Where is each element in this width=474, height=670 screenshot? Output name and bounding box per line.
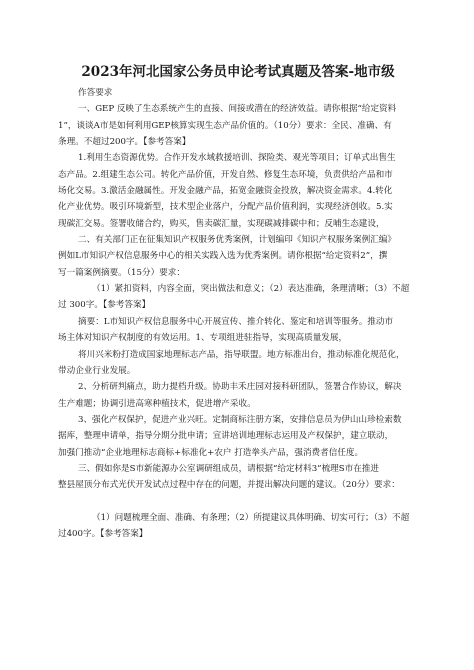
text-line: 一、GEP 反映了生态系统产生的直接、间接或潜在的经济效益。请你根据“给定资料	[78, 104, 397, 115]
text-line: 3、强化产权保护，促进产业兴旺。定制商标注册方案，安排信息员为伊山山珍检索数	[78, 414, 402, 425]
text-line: 场化交易。3.激活金融属性。开发金融产品，拓宽金融资金投放，解决资金需求。4.转化	[58, 186, 393, 197]
text-line: 化产业优势。吸引环境新型，技术型企业落户，分配产品价值利润，实现经济创收。5.实	[58, 202, 393, 213]
text-line: 带动企业行业发展。	[58, 365, 136, 376]
text-line: 生产难题；协调引进高寒种植技术，促进增产采收。	[58, 398, 256, 409]
document-body	[58, 85, 418, 542]
text-line: 现碳汇交易。签署收储合约，购买，售卖碳汇量，实现碳减排碳中和；反哺生态建设，	[58, 218, 385, 229]
text-line: 摘要：L市知识产权信息服务中心开展宣传、推介转化、鉴定和培训等服务。推动市	[78, 316, 394, 327]
text-line: 加强门推动“企业地理标志商标+标准化+农户 打造拳头产品，强消费者信任度。	[58, 447, 364, 458]
text-line: 整县屋顶分布式光伏开发试点过程中存在的问题，并提出解决问题的建议。（20分）要求：	[58, 480, 400, 491]
text-line: 场主体对知识产权制度的有效运用。1、专项组进驻指导，实现高质量发展，	[58, 333, 348, 344]
text-line: 将川兴米粉打造成国家地理标志产品，指导联盟。地方标准出台，推动标准化规范化，	[78, 349, 405, 360]
blank-line	[58, 494, 418, 510]
text-line: 条理。不超过200字。【参考答案】	[58, 137, 191, 148]
text-line: 1”，谈谈A市是如何利用GEP核算实现生态产品价值的。（10分）要求：全民、准确、有	[58, 120, 392, 131]
text-line: 写一篇案例摘要。（15分）要求：	[58, 267, 185, 278]
text-line: （1）紧扣资料，内容全面，突出做法和意义；（2）表达准确，条理清晰；（3）不超	[92, 284, 410, 295]
text-line: 2、分析研判痛点，助力提档升级。协助丰禾庄园对接科研团队，签署合作协议，解决	[78, 382, 402, 393]
text-line: 例如L市知识产权信息服务中心的相关实践入选为优秀案例。请你根据“给定资料2”，撰	[58, 251, 388, 262]
text-line: 二、有关部门正在征集知识产权服务优秀案例，计划编印《知识产权服务案例汇编》	[78, 235, 396, 246]
document-title: 2023年河北国家公务员申论考试真题及答案-地市级	[81, 64, 395, 80]
text-line: （1）问题梳理全面、准确、有条理；（2）所提建议具体明确、切实可行；（3）不超	[92, 512, 410, 523]
text-line: 1.利用生态资源优势。合作开发水域救援培训、探险类、观光等项目；订单式出售生	[78, 153, 396, 164]
text-line: 过 300字。【参考答案】	[58, 300, 151, 311]
text-line: 三、假如你是S市新能源办公室调研组成员，请根据“给定材料3”梳理S市在推进	[78, 463, 380, 474]
text-line: 态产品。2.组建生态公司。转化产品价值，开发自然、修复生态环境，负责供给产品和市	[58, 169, 393, 180]
text-line: 作答要求	[78, 88, 113, 98]
text-line: 过400字。【参考答案】	[58, 528, 148, 539]
text-line: 据库，整理申请单，指导分期分批申请；宣讲培训地理标志运用及产权保护，建立联动，	[58, 431, 394, 442]
